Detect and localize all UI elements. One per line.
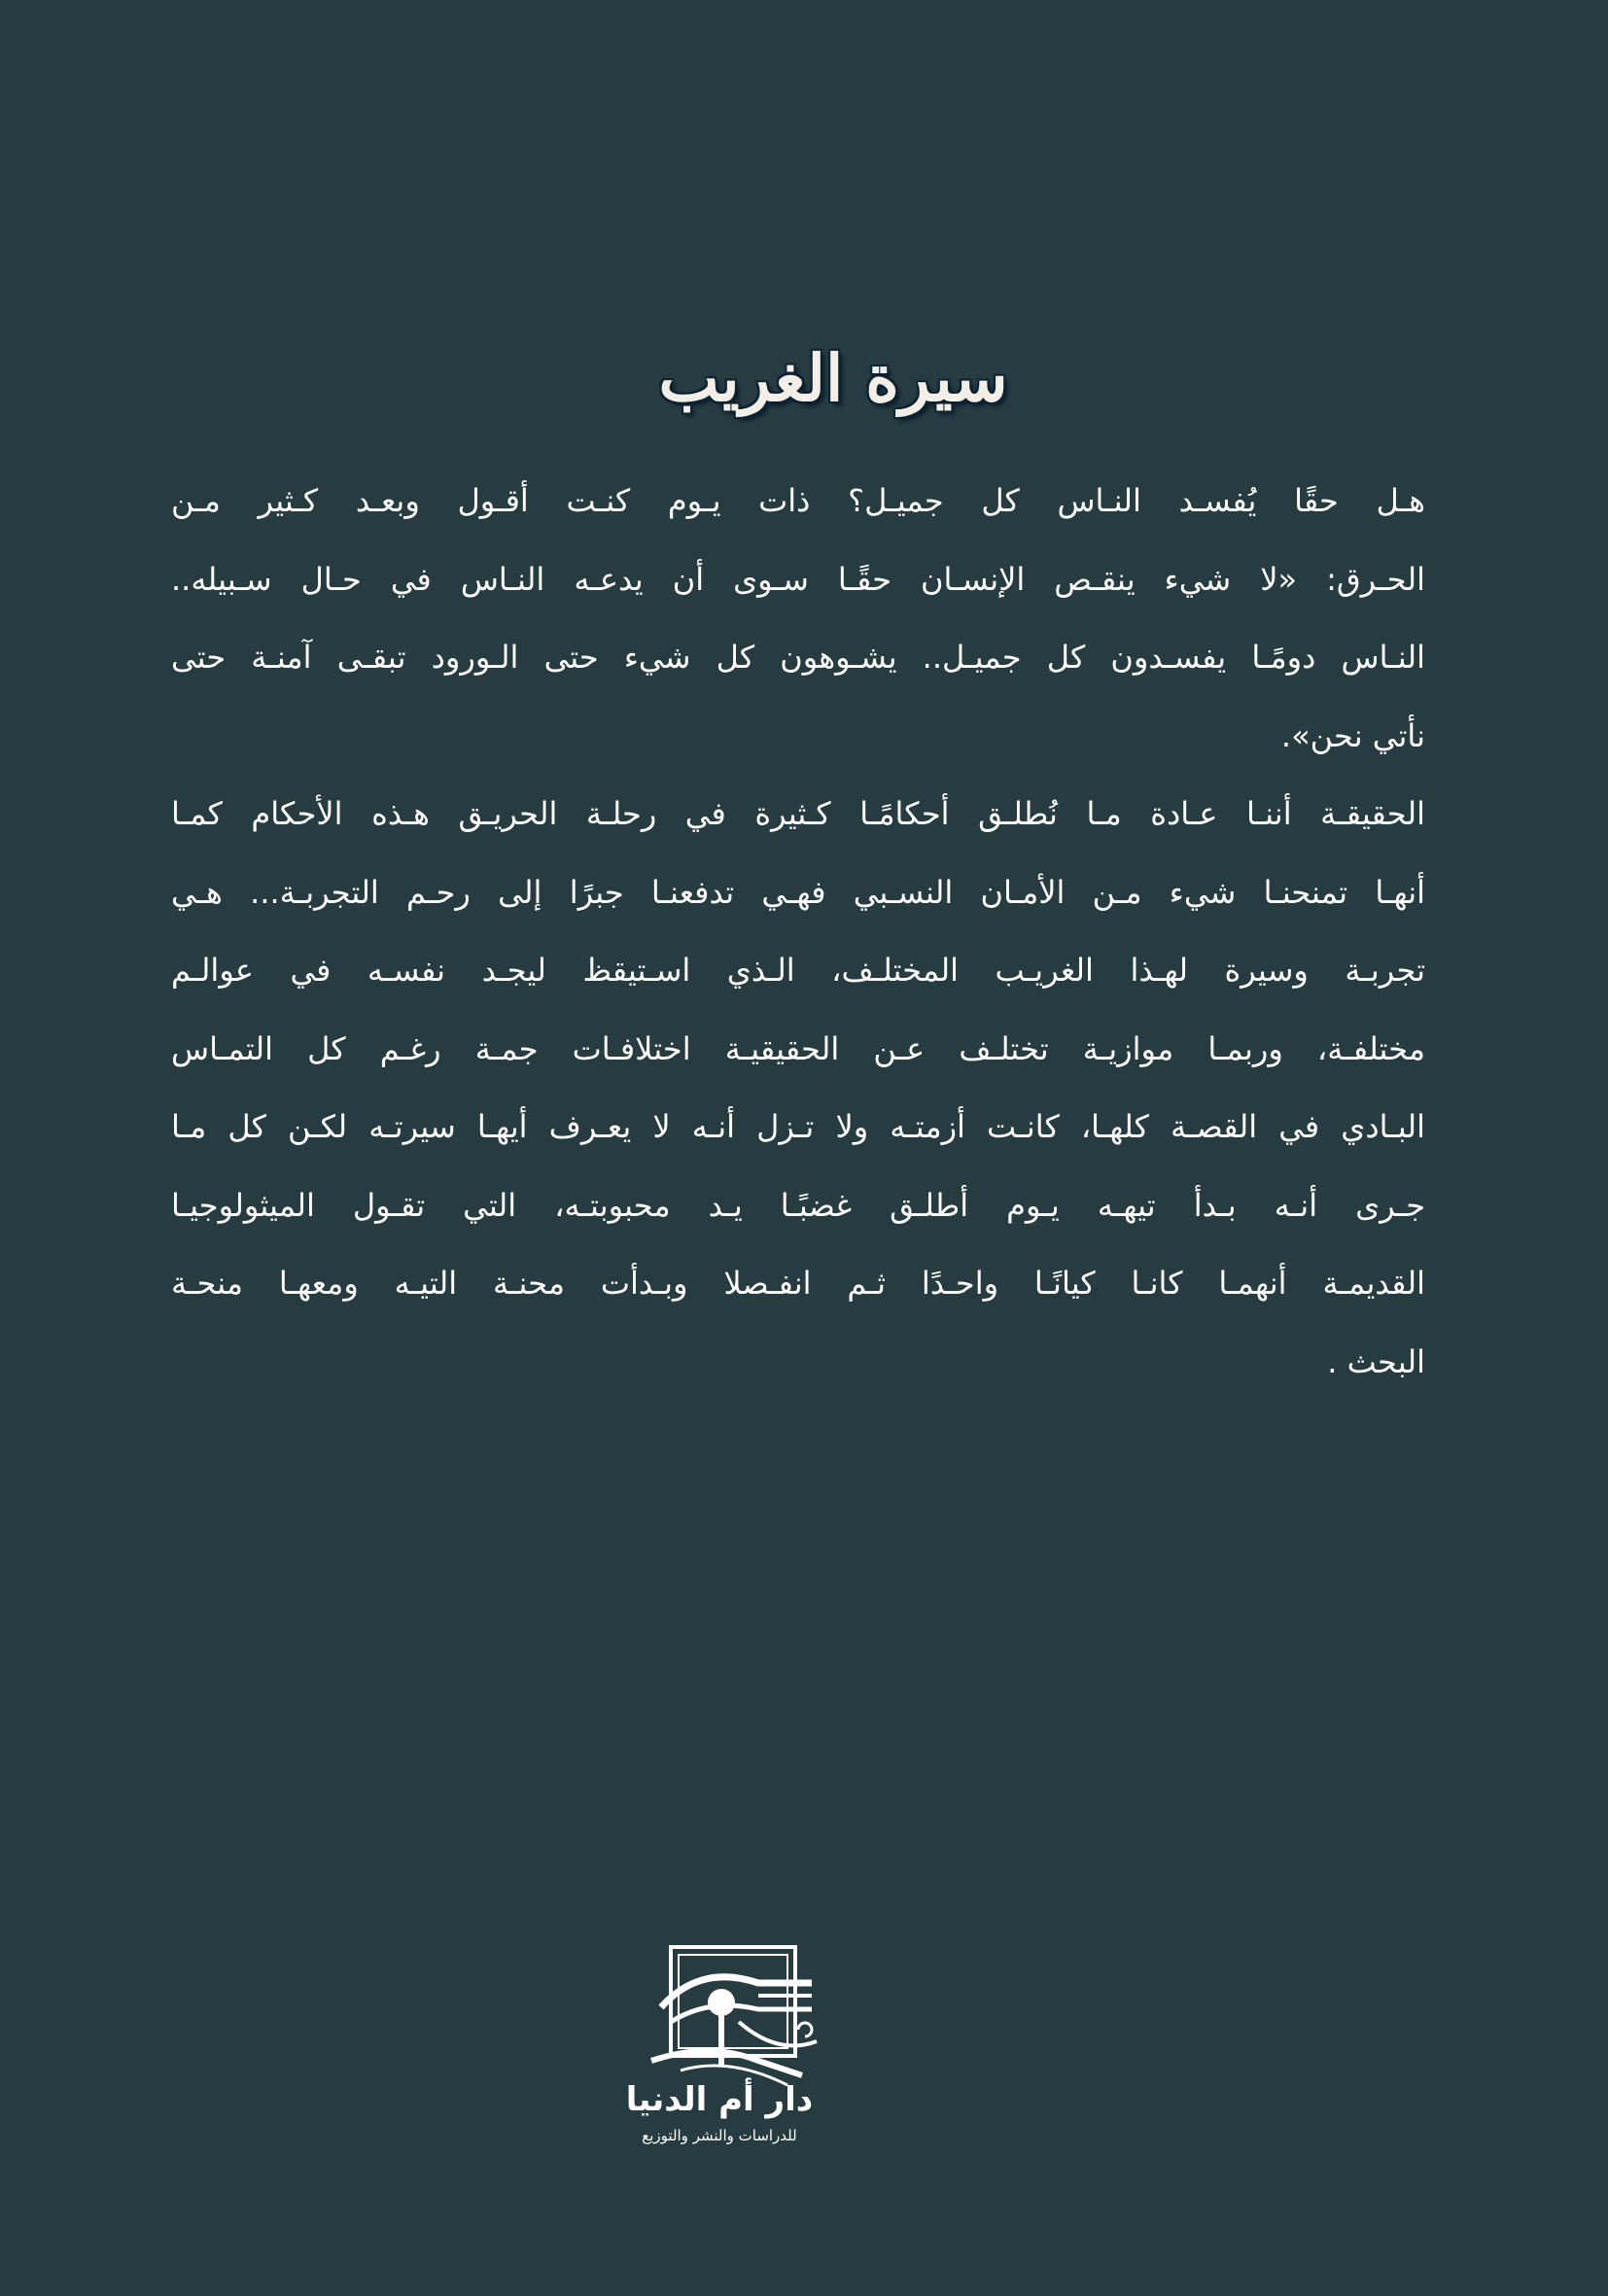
blurb-line: القديمـة أنهمـا كانـا كيانًـا واحـدًا ثـم انفـصلا وبـدأت محنـة التيـه ومعهـا منحـة [171, 1265, 1425, 1302]
blurb-line: البحث . [1327, 1342, 1425, 1380]
blurb-line: نأتي نحن». [1280, 716, 1425, 754]
blurb-line: جـرى أنـه بـدأ تيهـه يـوم أطلـق غضبًـا يـد محبوبتـه، التي تقـول الميثولوجيـا [171, 1186, 1425, 1224]
book-title: سيرة الغريب [658, 340, 1008, 416]
publisher-subtitle: للدراسات والنشر والتوزيع [642, 2127, 797, 2144]
blurb-line: الحـرق: «لا شيء ينقـص الإنسـان حقًـا سـوى أن يدعـه النـاس في حـال سـبيله.. [171, 560, 1425, 598]
blurb-line: تجربـة وسيرة لهـذا الغريـب المختلـف، الـذي اسـتيقظ ليجـد نفسـه في عوالـم [171, 952, 1425, 989]
blurb-line: البـادي في القصـة كلهـا، كانـت أزمتـه ولا تـزل أنـه لا يعـرف أيهـا سيرتـه لكـن كل مـا [171, 1108, 1425, 1145]
blurb-text [171, 467, 1425, 1406]
blurb-line: الحقيقـة أننـا عـادة مـا نُطلـق أحكامًـا كـثيرة في رحلـة الحريـق هـذه الأحكام كمـا [171, 795, 1425, 832]
blurb-line: أنهـا تمنحنـا شيء مـن الأمـان النسـبي فهـي تدفعنـا جبرًا إلى رحـم التجربـة... هـي [171, 873, 1425, 911]
blurb-line: النـاس دومًـا يفسـدون كل جميـل.. يشـوهون كل شيء حتى الـورود تبقـى آمنـة حتى [171, 639, 1425, 676]
blurb-line: مختلفـة، وربمـا موازيـة تختلـف عـن الحقيقيـة اختلافـات جمـة رغـم كل التمـاس [171, 1029, 1425, 1067]
publisher-name: دار أم الدنيا [625, 2080, 814, 2119]
blurb-line: هـل حقًا يُفسـد النـاس كل جميـل؟ ذات يـوم كنـت أقـول وبعـد كـثير مـن [171, 482, 1425, 519]
